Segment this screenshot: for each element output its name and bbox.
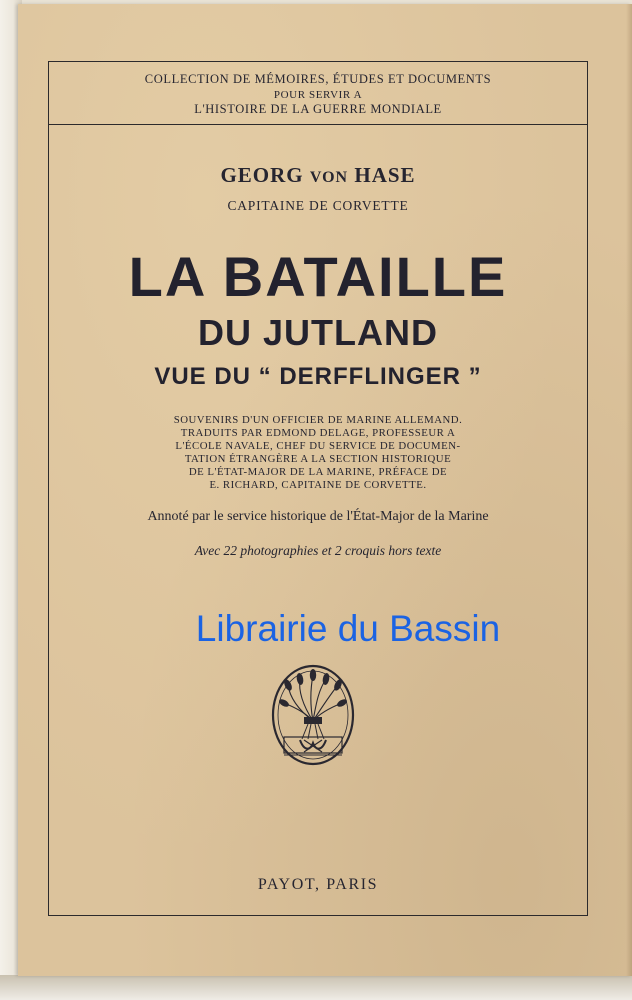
background-surface xyxy=(0,975,632,1000)
annotation-line: Annoté par le service historique de l'État-Major de la Marine xyxy=(147,509,489,524)
description-line-3: L'ÉCOLE NAVALE, CHEF DU SERVICE DE DOCUMEN- xyxy=(175,440,461,452)
title-line-3: VUE DU “ DERFFLINGER ” xyxy=(154,363,482,390)
illustrations-line: Avec 22 photographies et 2 croquis hors texte xyxy=(194,543,442,558)
author-particle: VON xyxy=(309,169,349,186)
description-line-5: DE L'ÉTAT-MAJOR DE LA MARINE, PRÉFACE DE xyxy=(188,466,448,478)
description-line-4: TATION ÉTRANGÈRE A LA SECTION HISTORIQUE xyxy=(184,453,452,465)
author-rank: CAPITAINE DE CORVETTE xyxy=(227,198,409,213)
publisher-emblem-icon xyxy=(270,663,356,767)
description-line-2: TRADUITS PAR EDMOND DELAGE, PROFESSEUR A xyxy=(180,427,456,439)
title-line-2: DU JUTLAND xyxy=(198,312,438,353)
author-first-name: GEORG xyxy=(220,163,304,187)
header-rule xyxy=(48,124,588,125)
description-line-6: E. RICHARD, CAPITAINE DE CORVETTE. xyxy=(209,479,427,491)
description-line-1: SOUVENIRS D'UN OFFICIER DE MARINE ALLEMAND. xyxy=(173,414,463,426)
collection-line-2: POUR SERVIR A xyxy=(273,89,363,101)
collection-line-1: COLLECTION DE MÉMOIRES, ÉTUDES ET DOCUMENTS xyxy=(144,72,492,86)
cover-edge-shadow xyxy=(626,4,632,976)
author-last-name: HASE xyxy=(354,163,416,187)
bookseller-watermark: Librairie du Bassin xyxy=(195,608,501,649)
title-line-1: LA BATAILLE xyxy=(128,245,508,308)
author-name xyxy=(48,163,588,188)
collection-line-3: L'HISTOIRE DE LA GUERRE MONDIALE xyxy=(194,102,442,116)
publisher-imprint: PAYOT, PARIS xyxy=(257,876,379,893)
